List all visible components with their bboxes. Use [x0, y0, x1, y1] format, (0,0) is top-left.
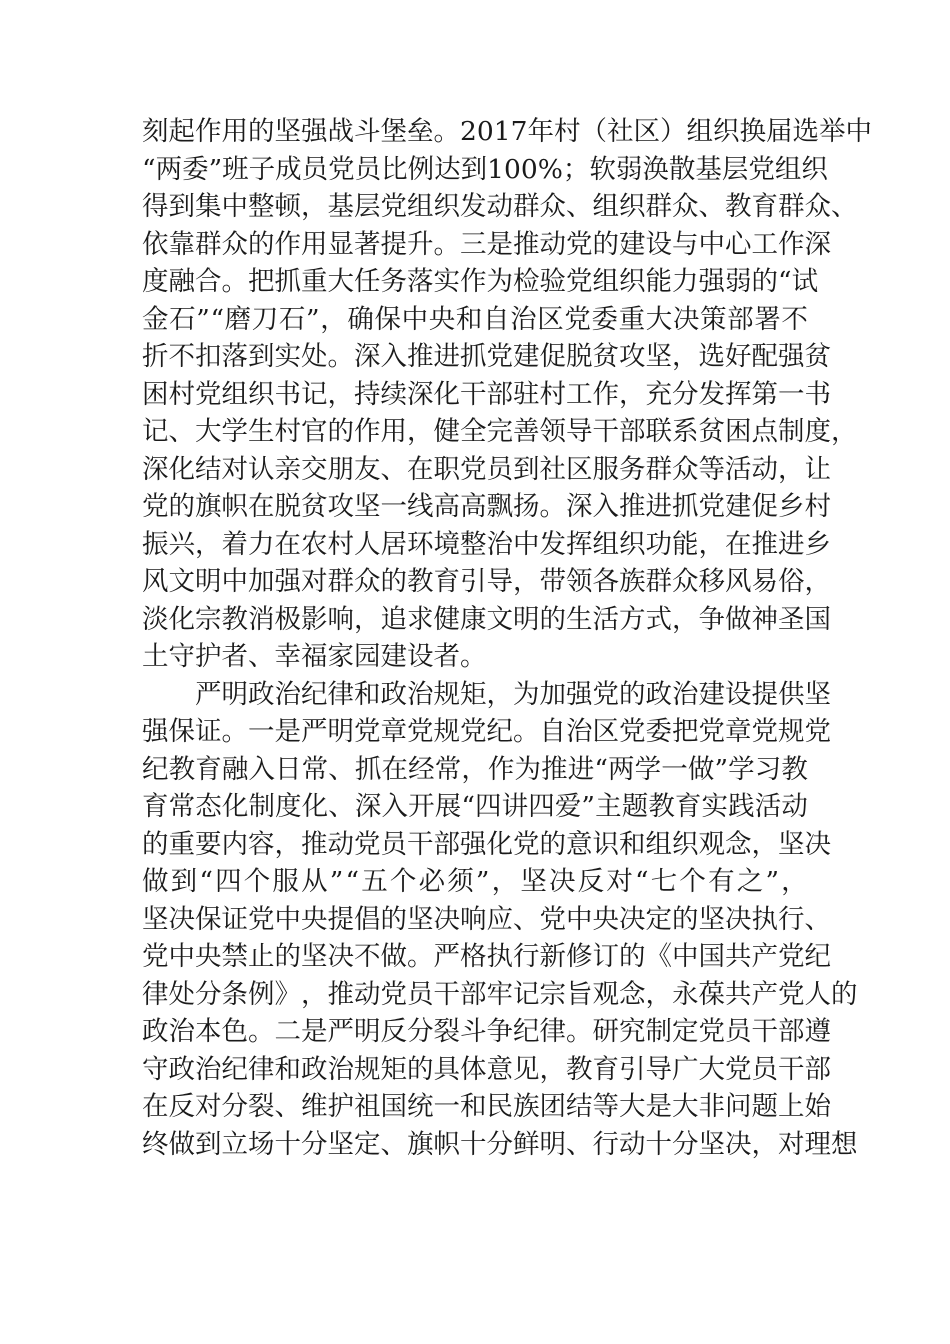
- text-line: 坚 决 保 证 党 中 央 提 倡 的 坚 决 响 应 、 党 中 央 决 定 的 坚 决 执 行 、: [142, 903, 831, 935]
- text-line: “ 两 委 ” 班 子 成 员 党 员 比 例 达 到 100% ； 软 弱 涣 散 基 层 党 组 织: [142, 153, 828, 185]
- text-line: 强 保 证 。 一 是 严 明 党 章 党 规 党 纪 。 自 治 区 党 委 把 党 章 党 规 党: [142, 716, 831, 747]
- text-line: 困 村 党 组 织 书 记 ， 持 续 深 化 干 部 驻 村 工 作 ， 充 分 发 挥 第 一 书: [142, 378, 831, 410]
- text-line: 守 政 治 纪 律 和 政 治 规 矩 的 具 体 意 见 ， 教 育 引 导 广 大 党 员 干 部: [142, 1053, 831, 1085]
- text-line: 育 常 态 化 制 度 化 、 深 入 开 展 “ 四 讲 四 爱 ” 主 题 教 育 实 践 活 动: [142, 791, 808, 822]
- text-line: 风 文 明 中 加 强 对 群 众 的 教 育 引 导 ， 带 领 各 族 群 众 移 风 易 俗 ，: [142, 566, 831, 597]
- text-line: 淡 化 宗 教 消 极 影 响 ， 追 求 健 康 文 明 的 生 活 方 式 ， 争 做 神 圣 国: [142, 603, 831, 635]
- text-line: 党 的 旗 帜 在 脱 贫 攻 坚 一 线 高 高 飘 扬 。 深 入 推 进 抓 党 建 促 乡 村: [142, 491, 831, 522]
- paragraph: [142, 676, 858, 1164]
- paragraph: [142, 113, 872, 676]
- text-line: 政 治 本 色 。 二 是 严 明 反 分 裂 斗 争 纪 律 。 研 究 制 定 党 员 干 部 遵: [142, 1016, 831, 1047]
- text-line: 度 融 合 。 把 抓 重 大 任 务 落 实 作 为 检 验 党 组 织 能 力 强 弱 的 “ 试: [142, 266, 819, 297]
- text-line: 依 靠 群 众 的 作 用 显 著 提 升 。 三 是 推 动 党 的 建 设 与 中 心 工 作 深: [142, 228, 831, 260]
- text-line: 记 、 大 学 生 村 官 的 作 用 ， 健 全 完 善 领 导 干 部 联 系 贫 困 点 制 度 ，: [142, 416, 858, 447]
- text-line: 党 中 央 禁 止 的 坚 决 不 做 。 严 格 执 行 新 修 订 的 《 中 国 共 产 党 纪: [142, 941, 831, 972]
- text-line: 深 化 结 对 认 亲 交 朋 友 、 在 职 党 员 到 社 区 服 务 群 众 等 活 动 ， 让: [142, 453, 831, 485]
- text-line: 折 不 扣 落 到 实 处 。 深 入 推 进 抓 党 建 促 脱 贫 攻 坚 ， 选 好 配 强 贫: [142, 341, 831, 372]
- text-line: 终 做 到 立 场 十 分 坚 定 、 旗 帜 十 分 鲜 明 、 行 动 十 分 坚 决 ， 对 理 想: [142, 1128, 858, 1160]
- text-line: 振 兴 ， 着 力 在 农 村 人 居 环 境 整 治 中 发 挥 组 织 功 能 ， 在 推 进 乡: [142, 528, 831, 560]
- text-line: 的 重 要 内 容 ， 推 动 党 员 干 部 强 化 党 的 意 识 和 组 织 观 念 ， 坚 决: [142, 828, 831, 860]
- text-line: 金 石 ” “ 磨 刀 石 ” ， 确 保 中 央 和 自 治 区 党 委 重 大 决 策 部 署 不: [142, 303, 808, 335]
- text-line: 做 到 “ 四 个 服 从 ” “ 五 个 必 须 ” ， 坚 决 反 对 “ 七 个 有 之 ” ，: [142, 866, 808, 897]
- text-line: 在 反 对 分 裂 、 维 护 祖 国 统 一 和 民 族 团 结 等 大 是 大 非 问 题 上 始: [142, 1091, 831, 1122]
- text-line: 纪 教 育 融 入 日 常 、 抓 在 经 常 ， 作 为 推 进 “ 两 学 一 做 ” 学 习 教: [142, 753, 808, 785]
- text-line: 刻 起 作 用 的 坚 强 战 斗 堡 垒 。 2017 年 村 （ 社 区 ） 组 织 换 届 选 举 中: [142, 116, 872, 147]
- document-body: [142, 113, 872, 1163]
- text-line: 严 明 政 治 纪 律 和 政 治 规 矩 ， 为 加 强 党 的 政 治 建 设 提 供 坚: [195, 678, 831, 710]
- text-line: 得 到 集 中 整 顿 ， 基 层 党 组 织 发 动 群 众 、 组 织 群 众 、 教 育 群 众 、: [142, 191, 858, 222]
- text-line: 律 处 分 条 例 》 ， 推 动 党 员 干 部 牢 记 宗 旨 观 念 ， 永 葆 共 产 党 人 的: [142, 978, 858, 1010]
- text-line: 土 守 护 者 、 幸 福 家 园 建 设 者 。: [142, 641, 487, 672]
